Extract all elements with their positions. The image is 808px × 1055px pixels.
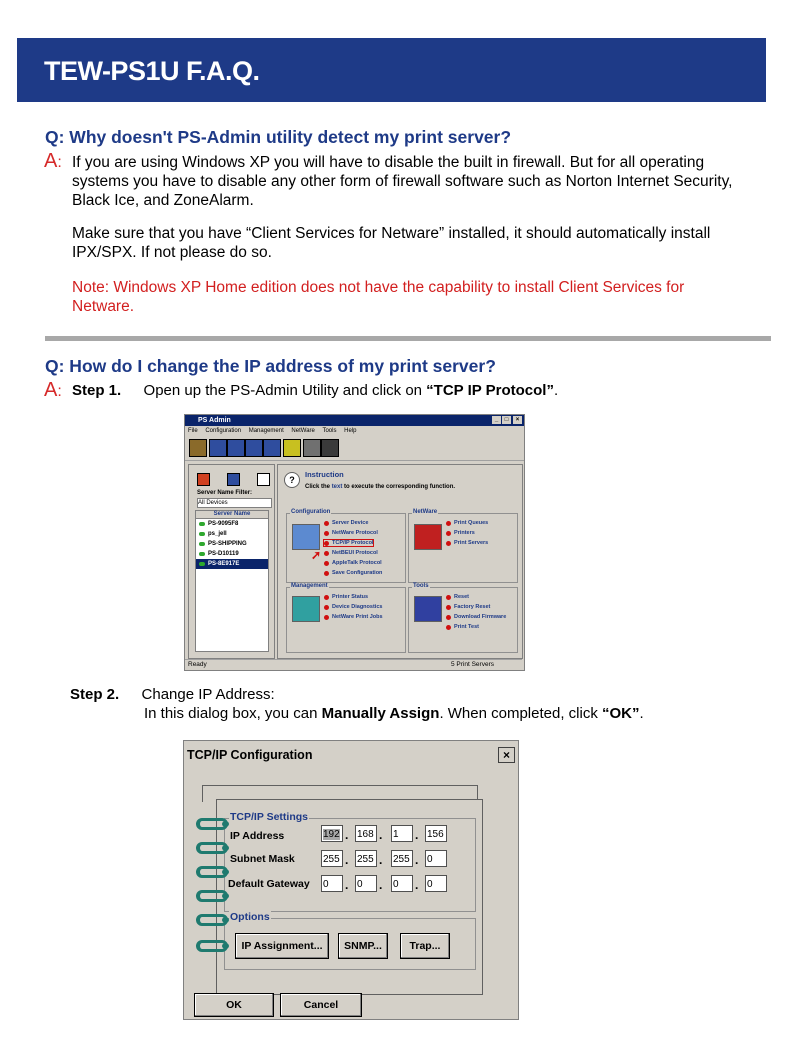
menu-help[interactable]: Help — [344, 428, 357, 434]
printer-icon — [199, 552, 205, 556]
binder-ring-icon — [196, 890, 228, 902]
page-title: TEW-PS1U F.A.Q. — [44, 56, 260, 86]
menu-tools[interactable]: Tools — [322, 428, 337, 434]
step1-text: Open up the PS-Admin Utility and click on — [143, 382, 427, 399]
printer-icon — [199, 542, 205, 546]
faq2-question: Q: How do I change the IP address of my print server? — [45, 356, 496, 376]
dot-separator: . — [415, 878, 419, 892]
answer-colon: : — [57, 154, 62, 171]
server-name: ps_jell — [208, 531, 227, 537]
filter-value: All Devices — [198, 500, 228, 506]
faq1-note-line1: Note: Windows XP Home edition does not have the capability to install Client Services for — [72, 279, 685, 296]
menu-file[interactable]: File — [188, 428, 198, 434]
step2-label: Step 2. — [70, 686, 120, 703]
server-item[interactable] — [196, 529, 268, 539]
gateway-octet-4[interactable]: 0 — [425, 875, 447, 892]
configuration-group — [286, 509, 406, 583]
step2-ok: “OK” — [602, 705, 640, 722]
server-name: PS-D10119 — [208, 551, 239, 557]
ip-address-label: IP Address — [230, 830, 285, 842]
netware-group — [408, 509, 518, 583]
gateway-octet-3[interactable]: 0 — [391, 875, 413, 892]
faq1-answer-mark — [44, 150, 62, 173]
faq1-question: Q: Why doesn't PS-Admin utility detect my print server? — [45, 127, 512, 147]
step1-bold: “TCP IP Protocol” — [426, 382, 554, 399]
answer-colon: : — [57, 383, 62, 400]
maximize-icon[interactable]: □ — [502, 416, 511, 424]
close-icon[interactable]: × — [498, 747, 515, 763]
binder-ring-icon — [196, 818, 228, 830]
gateway-octet-1[interactable]: 0 — [321, 875, 343, 892]
tcpip-settings-title: TCP/IP Settings — [230, 811, 308, 823]
management-item[interactable]: Device Diagnostics — [324, 604, 382, 610]
ip-octet-3[interactable]: 1 — [391, 825, 413, 842]
toolbar-button-5[interactable] — [263, 439, 281, 457]
toolbar-button-8[interactable] — [321, 439, 339, 457]
step2-text: Change IP Address: — [141, 686, 275, 703]
instruction-text — [305, 484, 455, 490]
options-group — [224, 911, 476, 970]
toolbar-button-6[interactable] — [283, 439, 301, 457]
subnet-mask-label: Subnet Mask — [230, 853, 295, 865]
faq1-note-line2: Netware. — [72, 298, 135, 315]
tcpip-protocol-link[interactable]: TCP/IP Protocol — [324, 540, 373, 546]
answer-letter: A — [44, 150, 58, 172]
toolbar-button-7[interactable] — [303, 439, 321, 457]
faq1-p2-line2: IPX/SPX. If not please do so. — [72, 244, 272, 261]
dot-separator: . — [379, 878, 383, 892]
dot-separator: . — [379, 828, 383, 842]
dot-separator: . — [345, 853, 349, 867]
step2-line2 — [144, 705, 644, 722]
config-item[interactable]: NetWare Protocol — [324, 530, 378, 536]
faq1-p1-line3: Black Ice, and ZoneAlarm. — [72, 192, 254, 209]
options-title: Options — [230, 911, 270, 923]
mask-octet-1[interactable]: 255 — [321, 850, 343, 867]
step2-line2-c: . When completed, click — [439, 705, 602, 722]
binder-ring-icon — [196, 940, 228, 952]
ps-admin-toolbar — [185, 436, 524, 461]
answer-letter: A — [44, 379, 58, 401]
server-name: PS-8E917E — [208, 561, 240, 567]
faq1-p2-line1: Make sure that you have “Client Services for Netware” installed, it should automatically install — [72, 225, 711, 242]
step1-line — [72, 382, 558, 399]
server-name: PS-9095F8 — [208, 521, 239, 527]
header-banner — [17, 38, 766, 102]
tools-item[interactable]: Reset — [446, 594, 469, 600]
arrow-icon[interactable] — [197, 473, 210, 486]
tools-icon — [414, 596, 442, 622]
management-title: Management — [291, 583, 328, 589]
step2-line — [70, 686, 275, 703]
filter-select[interactable] — [197, 498, 272, 508]
management-group — [286, 583, 406, 653]
configuration-icon — [292, 524, 320, 550]
binder-ring-icon — [196, 866, 228, 878]
ps-admin-menubar — [185, 426, 524, 436]
ps-admin-title: PS Admin — [198, 417, 231, 424]
config-item[interactable]: Save Configuration — [324, 570, 382, 576]
netware-item[interactable]: Printers — [446, 530, 475, 536]
server-name: PS-SHIPPING — [208, 541, 247, 547]
step2-manual: Manually Assign — [321, 705, 440, 722]
status-bar — [185, 659, 522, 670]
ok-button[interactable]: OK — [194, 993, 274, 1017]
menu-management[interactable]: Management — [248, 428, 284, 434]
tcpip-dialog — [183, 740, 519, 1020]
step2-line2-e: . — [639, 705, 644, 722]
binder-ring-icon — [196, 914, 228, 926]
arrow-pointer-icon: ➚ — [311, 548, 322, 562]
filter-label: Server Name Filter: — [197, 490, 253, 496]
faq1-paragraph-1 — [72, 153, 772, 210]
dialog-title: TCP/IP Configuration — [187, 748, 313, 762]
exit-icon[interactable] — [257, 473, 270, 486]
config-item[interactable]: AppleTalk Protocol — [324, 560, 382, 566]
step1-end: . — [553, 382, 559, 399]
tcpip-settings-group — [224, 811, 476, 912]
ip-assignment-button[interactable]: IP Assignment... — [235, 933, 329, 959]
faq1-paragraph-2 — [72, 224, 772, 262]
faq1-p1-line1: If you are using Windows XP you will have to disable the built in firewall. But for all operating — [72, 154, 705, 171]
tools-item[interactable]: Print Test — [446, 624, 479, 630]
faq1-note — [72, 278, 772, 316]
refresh-icon[interactable] — [227, 473, 240, 486]
minimize-icon[interactable]: _ — [492, 416, 501, 424]
dot-separator: . — [415, 828, 419, 842]
tools-title: Tools — [413, 583, 429, 589]
server-list — [195, 510, 269, 652]
mask-octet-3[interactable]: 255 — [391, 850, 413, 867]
faq1-p1-line2: systems you have to disable any other form of firewall software such as Norton Internet Security, — [72, 173, 733, 190]
management-icon — [292, 596, 320, 622]
snmp-button[interactable]: SNMP... — [338, 933, 388, 959]
cancel-button[interactable]: Cancel — [280, 993, 362, 1017]
mask-octet-4[interactable]: 0 — [425, 850, 447, 867]
menu-netware[interactable]: NetWare — [291, 428, 315, 434]
ps-admin-window — [184, 414, 525, 671]
server-item[interactable] — [196, 539, 268, 549]
netware-item[interactable]: Print Servers — [446, 540, 488, 546]
netware-title: NetWare — [413, 509, 438, 515]
section-divider — [45, 336, 771, 341]
tools-group — [408, 583, 518, 653]
trap-button[interactable]: Trap... — [400, 933, 450, 959]
menu-configuration[interactable]: Configuration — [205, 428, 242, 434]
management-item[interactable]: Printer Status — [324, 594, 368, 600]
status-count: 5 Print Servers — [451, 661, 494, 668]
instruction-link: text — [331, 484, 343, 490]
configuration-title: Configuration — [291, 509, 331, 515]
default-gateway-label: Default Gateway — [228, 878, 310, 890]
ip-octet-1[interactable] — [321, 825, 343, 842]
server-list-header: Server Name — [196, 511, 268, 519]
dot-separator: . — [345, 878, 349, 892]
instruction-a: Click the — [305, 484, 332, 490]
netware-icon — [414, 524, 442, 550]
ip-octet-4[interactable]: 156 — [425, 825, 447, 842]
tools-item[interactable]: Factory Reset — [446, 604, 490, 610]
ip-octet-1-value: 192 — [323, 829, 340, 840]
server-item[interactable] — [196, 549, 268, 559]
server-item-selected[interactable] — [196, 559, 268, 569]
toolbar-button-4[interactable] — [245, 439, 263, 457]
printer-icon — [199, 522, 205, 526]
step1-label: Step 1. — [72, 382, 122, 399]
toolbar-button-2[interactable] — [209, 439, 227, 457]
toolbar-button-3[interactable] — [227, 439, 245, 457]
config-item[interactable]: Server Device — [324, 520, 368, 526]
binder-ring-icon — [196, 842, 228, 854]
config-item[interactable]: NetBEUI Protocol — [324, 550, 378, 556]
faq2-answer-mark — [44, 379, 62, 402]
dot-separator: . — [415, 853, 419, 867]
dot-separator: . — [345, 828, 349, 842]
netware-item[interactable]: Print Queues — [446, 520, 488, 526]
instruction-title: Instruction — [305, 470, 344, 479]
tools-item[interactable]: Download Firmware — [446, 614, 506, 620]
mask-octet-2[interactable]: 255 — [355, 850, 377, 867]
instruction-b: to execute the corresponding function. — [342, 484, 456, 490]
printer-icon — [199, 562, 205, 566]
management-item[interactable]: NetWare Print Jobs — [324, 614, 383, 620]
close-icon[interactable]: × — [513, 416, 522, 424]
function-pane — [277, 464, 523, 659]
server-item[interactable] — [196, 519, 268, 529]
ip-octet-2[interactable]: 168 — [355, 825, 377, 842]
status-ready: Ready — [188, 661, 207, 668]
help-icon: ? — [284, 472, 300, 488]
toolbar-button-1[interactable] — [189, 439, 207, 457]
printer-icon — [199, 532, 205, 536]
step2-line2-a: In this dialog box, you can — [144, 705, 322, 722]
ps-admin-titlebar — [185, 415, 524, 426]
dot-separator: . — [379, 853, 383, 867]
gateway-octet-2[interactable]: 0 — [355, 875, 377, 892]
dialog-panel — [216, 799, 483, 995]
